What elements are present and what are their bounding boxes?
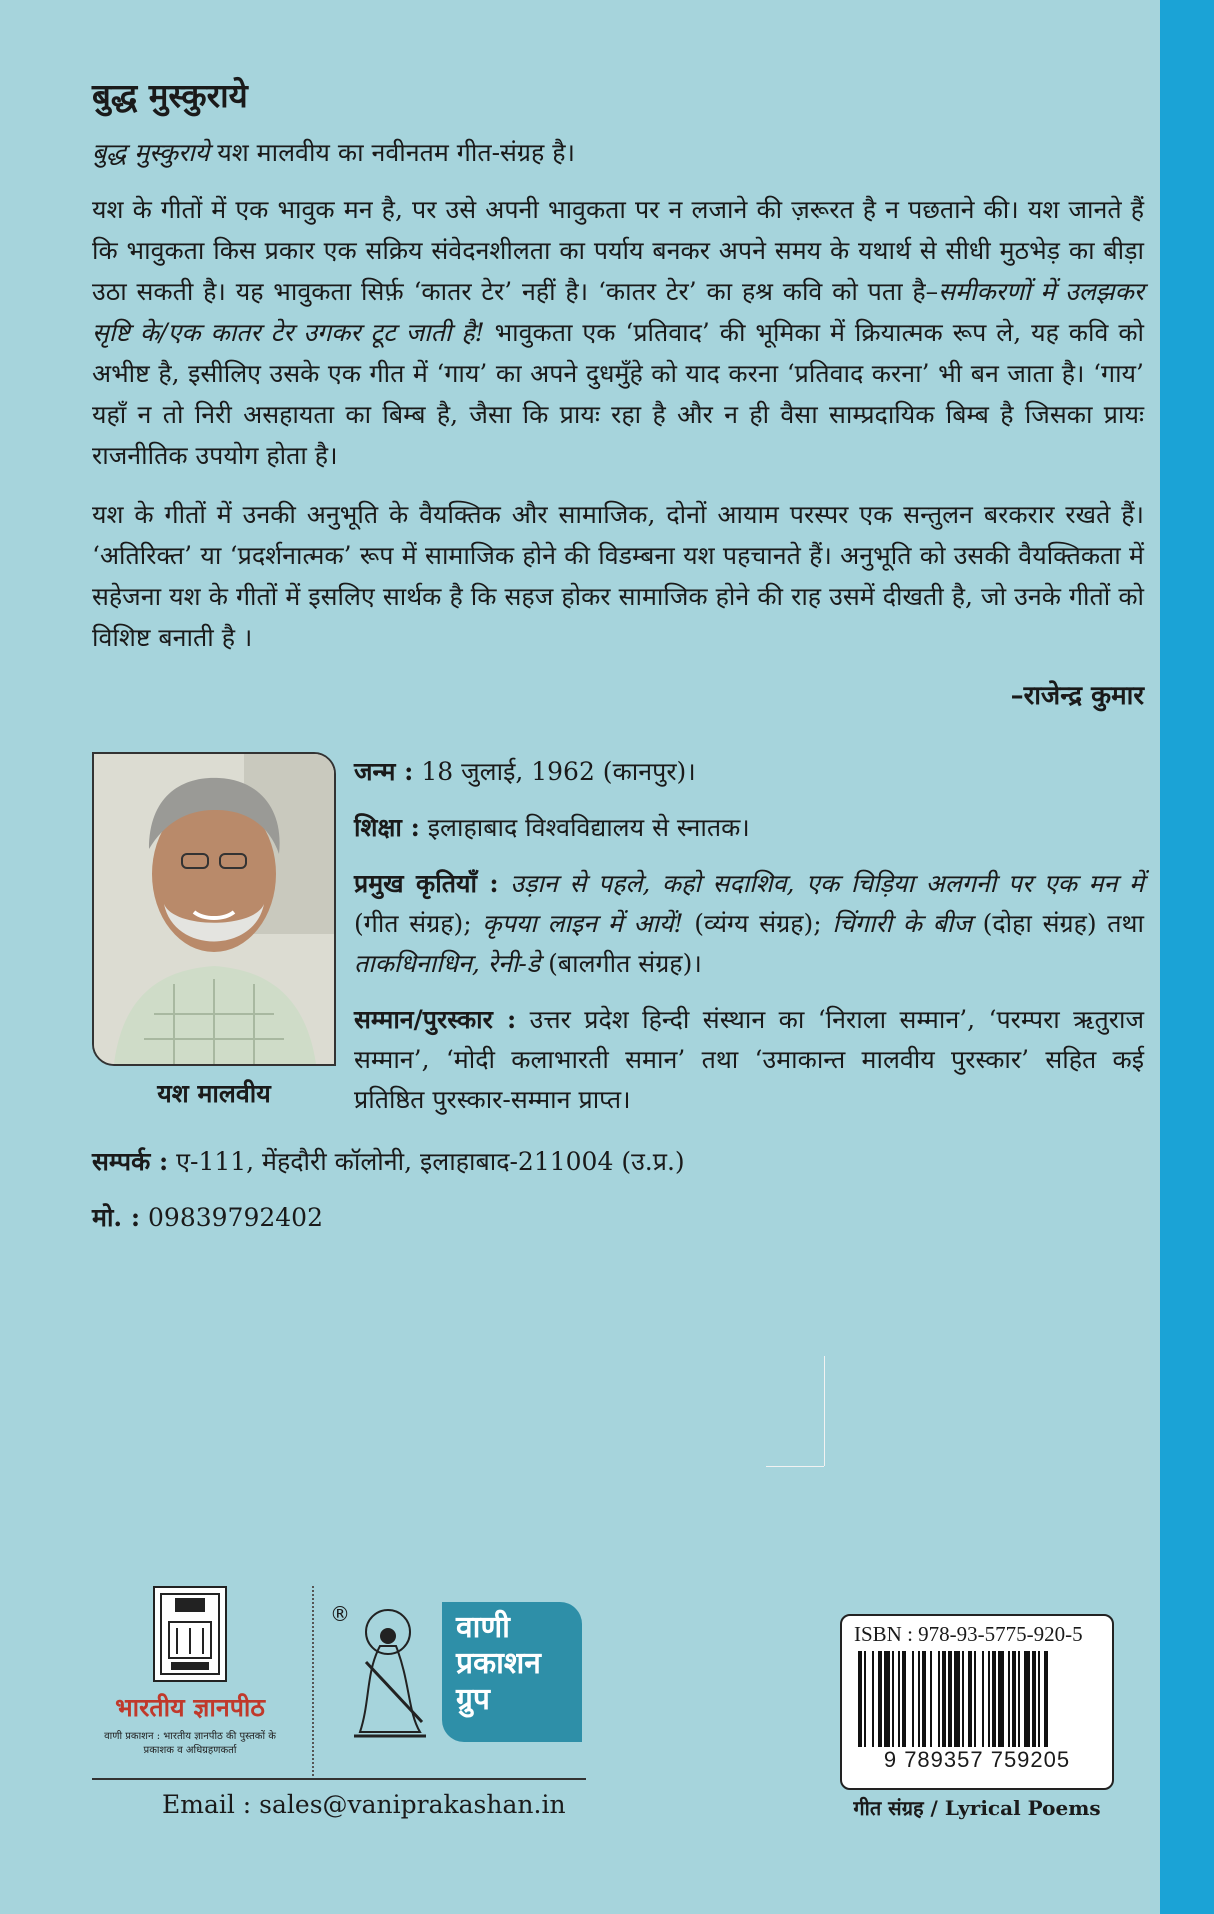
registered-mark: ® xyxy=(330,1602,350,1626)
blurb-section xyxy=(92,72,1144,712)
phone-label: मो. : xyxy=(92,1203,141,1232)
jnanpith-emblem-icon xyxy=(153,1586,227,1682)
author-photo xyxy=(92,752,336,1066)
author-portrait-icon xyxy=(94,754,334,1064)
contact-section xyxy=(92,1144,1144,1256)
spine-strip xyxy=(1160,0,1214,1914)
jnanpith-logo xyxy=(92,1586,288,1758)
works-line xyxy=(354,864,1144,984)
barcode-digits: 9 789357 759205 xyxy=(883,1747,1071,1772)
isbn-block xyxy=(840,1614,1114,1790)
vani-line-2: प्रकाशन xyxy=(456,1646,541,1681)
lead-rest: यश मालवीय का नवीनतम गीत-संग्रह है। xyxy=(209,138,575,167)
bio-details xyxy=(354,752,1144,1120)
jnanpith-subtitle: वाणी प्रकाशन : भारतीय ज्ञानपीठ की पुस्तकों के प्रकाशक व अधिग्रहणकर्ता xyxy=(104,1731,276,1756)
barcode-icon xyxy=(854,1651,1100,1747)
isbn-label: ISBN : 978-93-5775-920-5 xyxy=(854,1622,1083,1646)
paragraph-1 xyxy=(92,189,1144,476)
phone-value: 09839792402 xyxy=(140,1203,323,1232)
address-value: ए-111, मेंहदौरी कॉलोनी, इलाहाबाद-211004 (उ.प्र.) xyxy=(168,1147,685,1176)
works-italic-2: कृपया लाइन में आयें! xyxy=(482,909,684,938)
address-line xyxy=(92,1144,1144,1178)
awards-line xyxy=(354,1000,1144,1120)
book-title: बुद्ध मुस्कुराये xyxy=(92,76,248,115)
email-rule xyxy=(92,1778,586,1780)
birth-label: जन्म : xyxy=(354,757,414,786)
phone-line xyxy=(92,1200,1144,1234)
jnanpith-name: भारतीय ज्ञानपीठ xyxy=(115,1693,265,1722)
works-text-1: (गीत संग्रह); xyxy=(354,909,483,938)
saraswati-figure-icon xyxy=(336,1602,436,1746)
education-value: इलाहाबाद विश्वविद्यालय से स्नातक। xyxy=(419,813,750,842)
address-label: सम्पर्क : xyxy=(92,1147,169,1176)
author-bio xyxy=(92,752,1144,1136)
education-label: शिक्षा : xyxy=(354,813,420,842)
vani-line-3: ग्रुप xyxy=(456,1682,490,1717)
author-name-caption: यश मालवीय xyxy=(157,1079,271,1108)
vani-prakashan-badge xyxy=(442,1602,582,1742)
lead-italic-title: बुद्ध मुस्कुराये xyxy=(92,138,210,167)
works-text-3: (दोहा संग्रह) तथा xyxy=(971,909,1145,938)
crop-mark-vertical xyxy=(824,1356,825,1466)
awards-value: उत्तर प्रदेश हिन्दी संस्थान का ‘निराला सम्मान’, ‘परम्परा ऋतुराज सम्मान’, ‘मोदी कलाभारती समान’ तथा ‘उमाकान्त मालवीय पुरस्कार’ सहित कई प्रतिष्ठित पुरस्कार-सम्मान प्राप्त। xyxy=(354,1005,1144,1114)
vani-line-1: वाणी xyxy=(456,1610,510,1645)
works-text-4: (बालगीत संग्रह)। xyxy=(540,949,702,978)
vani-prakashan-logo xyxy=(330,1602,584,1746)
works-label: प्रमुख कृतियाँ : xyxy=(354,869,499,898)
works-italic-3: चिंगारी के बीज xyxy=(832,909,972,938)
works-text-2: (व्यंग्य संग्रह); xyxy=(683,909,833,938)
signature: –राजेन्द्र कुमार xyxy=(1010,681,1144,711)
genre-label: गीत संग्रह / Lyrical Poems xyxy=(853,1796,1101,1820)
paragraph-1-quote: समीकरणों में उलझकर सृष्टि के/एक कातर टेर उगकर टूट जाती है! xyxy=(92,277,1144,347)
birth-line xyxy=(354,752,1144,792)
publisher-email: Email : sales@vaniprakashan.in xyxy=(162,1790,566,1819)
awards-label: सम्मान/पुरस्कार : xyxy=(354,1005,517,1034)
logo-divider xyxy=(312,1586,314,1776)
birth-value: 18 जुलाई, 1962 (कानपुर)। xyxy=(413,757,696,786)
works-italic-4: ताकधिनाधिन, रेनी-डे xyxy=(354,949,541,978)
crop-mark-horizontal xyxy=(766,1466,824,1467)
paragraph-1-part-a: यश के गीतों में एक भावुक मन है, पर उसे अपनी भावुकता पर न लजाने की ज़रूरत है न पछताने की। यश जानते हैं कि भावुकता किस प्रकार एक सक्रिय संवेदनशीलता का पर्याय बनकर अपने समय के यथार्थ से सीधी मुठभेड़ का बीड़ा उठा सकती है। यह भावुकता सिर्फ़ ‘कातर टेर’ नहीं है। ‘कातर टेर’ का हश्र कवि को पता है– xyxy=(92,195,1144,306)
paragraph-2: यश के गीतों में उनकी अनुभूति के वैयक्तिक और सामाजिक, दोनों आयाम परस्पर एक सन्तुलन बरकरार रखते हैं। ‘अतिरिक्त’ या ‘प्रदर्शनात्मक’ रूप में सामाजिक होने की विडम्बना यश पहचानते हैं। अनुभूति को उसकी वैयक्तिकता में सहेजना यश के गीतों में इसलिए सार्थक है कि सहज होकर सामाजिक होने की राह उसमें दीखती है, जो उनके गीतों को विशिष्ट बनाती है । xyxy=(92,500,1144,652)
paragraph-1-part-b: भावुकता एक ‘प्रतिवाद’ की भूमिका में क्रियात्मक रूप ले, यह कवि को अभीष्ट है, इसीलिए उसके एक गीत में ‘गाय’ का अपने दुधमुँहे को याद करना ‘प्रतिवाद करना’ भी बन जाता है। ‘गाय’ यहाँ न तो निरी असहायता का बिम्ब है, जैसा कि प्रायः रहा है और न ही वैसा साम्प्रदायिक बिम्ब है जिसका प्रायः राजनीतिक उपयोग होता है। xyxy=(92,318,1144,470)
lead-line xyxy=(92,135,1144,169)
works-italic-1: उड़ान से पहले, कहो सदाशिव, एक चिड़िया अलगनी पर एक मन में xyxy=(498,869,1144,898)
education-line xyxy=(354,808,1144,848)
